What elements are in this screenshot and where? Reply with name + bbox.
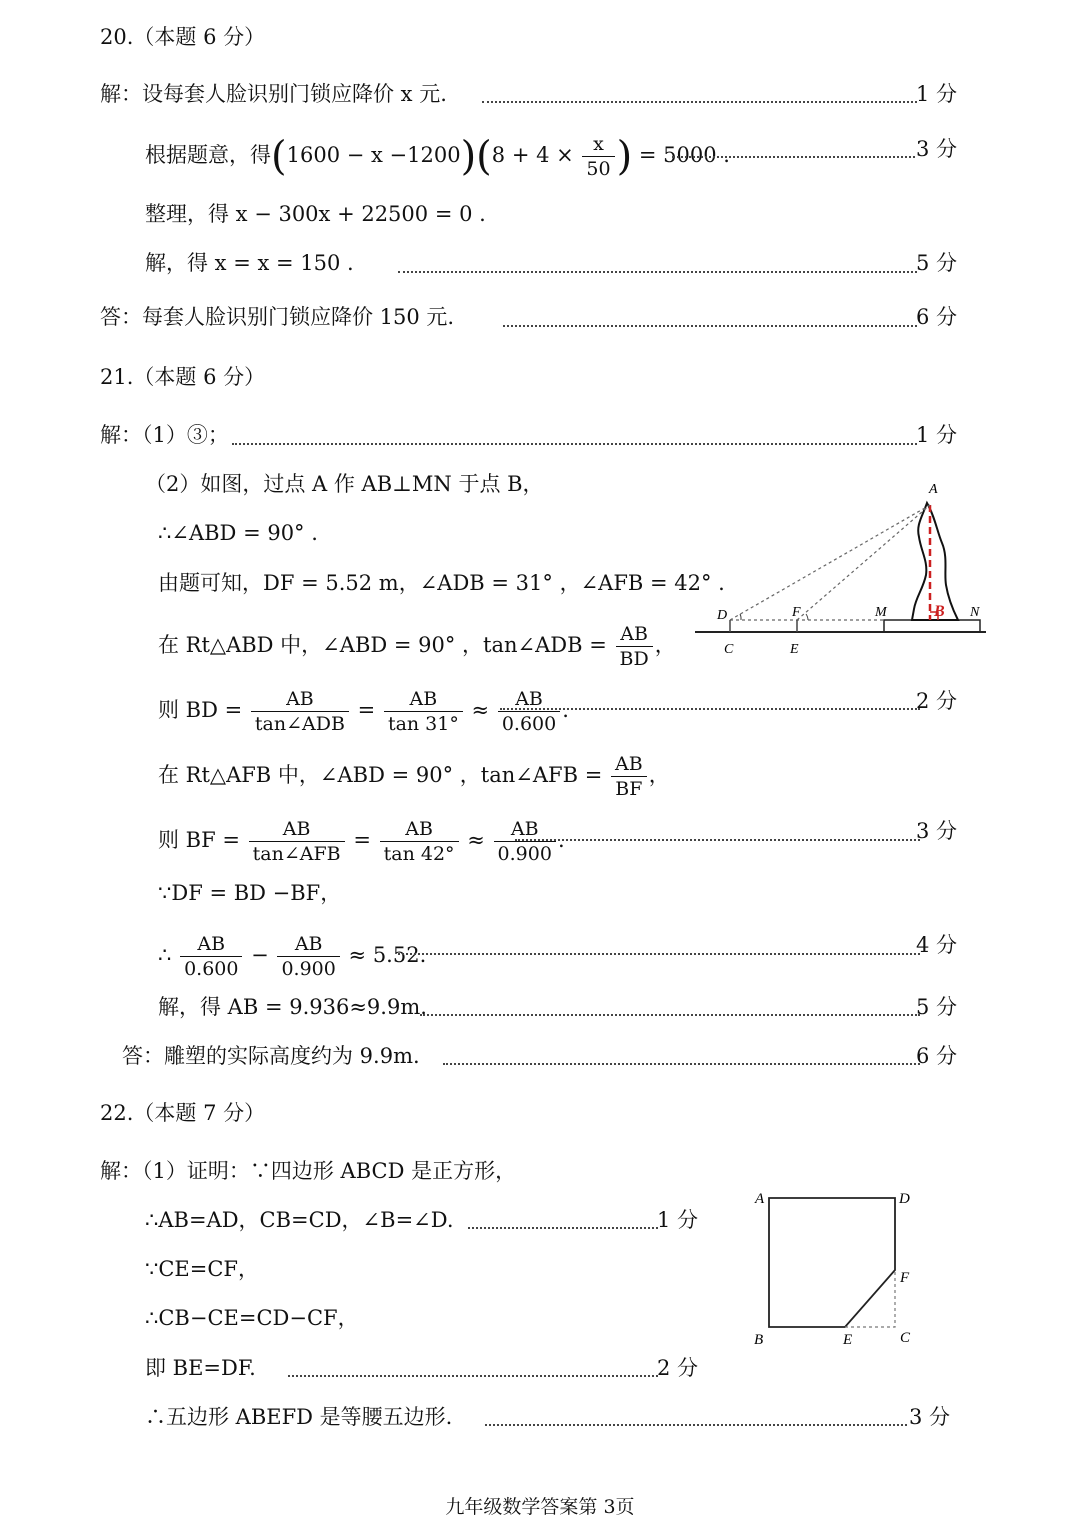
fraction-denominator: 50 <box>582 156 614 181</box>
fraction-numerator: AB <box>515 688 543 710</box>
q20-score-4: 5 分 <box>915 251 957 275</box>
pedestal <box>884 620 980 632</box>
q21-line-7 <box>158 752 670 801</box>
leader-dots <box>468 1227 658 1229</box>
q21-line-7-end: ， <box>648 763 670 787</box>
q21-line-8-prefix: 则 BF = <box>158 828 240 852</box>
fraction-denominator: BF <box>611 776 647 801</box>
leader-dots <box>515 839 920 841</box>
q21-score-1: 1 分 <box>915 423 957 447</box>
q21-score-12: 6 分 <box>915 1044 957 1068</box>
fraction <box>611 752 647 801</box>
leader-dots <box>500 708 920 710</box>
q21-line-4: 由题可知，DF = 5.52 m，∠ADB = 31° ，∠AFB = 42° . <box>158 571 725 595</box>
therefore-sign: ∴ <box>158 943 172 967</box>
fraction <box>616 622 653 671</box>
q22-line-3: ∵CE=CF， <box>145 1257 259 1281</box>
q21-line-9: ∵DF = BD −BF， <box>158 881 342 905</box>
q21-line-5-text: 在 Rt△ABD 中，∠ABD = 90° ，tan∠ADB = <box>158 633 607 657</box>
approx-sign: ≈ <box>471 698 490 722</box>
period: . <box>557 828 565 852</box>
label-b: B <box>934 603 945 620</box>
fraction <box>384 687 463 736</box>
fraction <box>498 687 560 736</box>
fraction-denominator: tan 31° <box>384 711 463 736</box>
q21-line-5 <box>158 622 676 671</box>
q22-line-5: 即 BE=DF. <box>145 1356 256 1380</box>
paren-close: ) <box>616 133 633 180</box>
q21-line-3: ∴∠ABD = 90° . <box>158 521 318 545</box>
leader-dots <box>482 101 917 103</box>
leader-dots <box>288 1375 658 1377</box>
q20-line-2-eq3: = 5000 . <box>638 143 730 167</box>
leader-dots <box>232 443 917 445</box>
q21-line-6-prefix: 则 BD = <box>158 698 243 722</box>
leader-dots <box>485 1424 907 1426</box>
q22-score-6: 3 分 <box>908 1405 950 1429</box>
q20-line-2-eq2: 8 + 4 × <box>491 143 574 167</box>
q20-line-2-eq1: 1600 − x −1200 <box>286 143 461 167</box>
q21-score-8: 3 分 <box>915 819 957 843</box>
q21-line-11: 解，得 AB = 9.936≈9.9m. <box>158 995 427 1019</box>
fraction-numerator: AB <box>405 818 433 840</box>
fraction-numerator: AB <box>197 933 226 955</box>
label-n: N <box>970 605 980 620</box>
fraction <box>380 817 459 866</box>
fraction-denominator: BD <box>616 646 653 671</box>
leader-dots <box>420 1014 920 1016</box>
angle-arc-f <box>806 614 808 620</box>
fraction-denominator: tan∠ADB <box>251 711 349 736</box>
q20-score-5: 6 分 <box>915 305 957 329</box>
paren-open: ( <box>476 133 492 180</box>
q21-line-5-end: ， <box>654 633 676 657</box>
label-c: C <box>724 642 734 657</box>
label-b: B <box>754 1332 764 1348</box>
paren-close: ) <box>460 133 477 180</box>
fraction-numerator: AB <box>615 753 643 775</box>
q20-line-4: 解，得 x = x = 150 . <box>145 251 354 275</box>
fraction-numerator: AB <box>294 933 323 955</box>
q21-line-10-end: ≈ 5.52. <box>348 943 427 967</box>
pentagon-figure <box>745 1180 925 1355</box>
leader-dots <box>398 953 920 955</box>
q21-line-10 <box>158 932 426 981</box>
fraction <box>277 932 339 981</box>
approx-sign: ≈ <box>467 828 485 852</box>
label-e: E <box>843 1332 853 1348</box>
q20-title: 20.（本题 6 分） <box>100 25 266 49</box>
paren-open: ( <box>271 133 287 180</box>
fraction-numerator: AB <box>620 623 648 645</box>
fraction <box>251 687 349 736</box>
fraction-numerator: x <box>593 133 604 155</box>
fraction-numerator: AB <box>282 818 311 840</box>
label-a: A <box>755 1191 765 1207</box>
leader-dots <box>398 271 917 273</box>
period: . <box>562 698 569 722</box>
fraction-numerator: AB <box>510 818 539 840</box>
label-e: E <box>790 642 799 657</box>
q21-score-11: 5 分 <box>915 995 957 1019</box>
minus-sign: − <box>251 943 269 967</box>
q21-line-7-text: 在 Rt△AFB 中，∠ABD = 90° ，tan∠AFB = <box>158 763 603 787</box>
label-m: M <box>875 605 887 620</box>
sculpture-figure <box>690 475 990 665</box>
fraction-denominator: 0.600 <box>180 956 242 981</box>
fraction-denominator: 0.900 <box>277 956 339 981</box>
q20-score-2: 3 分 <box>915 137 957 161</box>
fraction <box>249 817 345 866</box>
q22-line-4: ∴CB−CE=CD−CF， <box>145 1306 359 1330</box>
angle-arc-d <box>740 614 741 620</box>
fraction-numerator: AB <box>409 688 438 710</box>
q21-score-10: 4 分 <box>915 933 957 957</box>
label-a: A <box>929 482 938 497</box>
fraction-denominator: 0.900 <box>494 841 556 866</box>
q21-line-6 <box>158 687 569 736</box>
q22-line-1: 解：（1）证明：∵四边形 ABCD 是正方形， <box>100 1159 517 1183</box>
pentagon-abefd <box>769 1198 895 1327</box>
q22-line-2: ∴AB=AD，CB=CD，∠B=∠D. <box>145 1208 454 1232</box>
q21-line-1: 解：（1）③； <box>100 423 229 447</box>
q21-line-2: （2）如图，过点 A 作 AB⊥MN 于点 B， <box>145 472 544 496</box>
leader-dots <box>503 325 917 327</box>
label-d: D <box>717 608 728 623</box>
fraction <box>180 932 242 981</box>
q20-line-3: 整理，得 x − 300x + 22500 = 0 . <box>145 202 486 226</box>
fraction-denominator: tan∠AFB <box>249 841 345 866</box>
q20-line-5: 答：每套人脸识别门锁应降价 150 元. <box>100 305 455 329</box>
sight-line-f <box>797 505 930 620</box>
q20-line-2 <box>145 132 730 181</box>
equals-sign: = <box>357 698 376 722</box>
q20-score-1: 1 分 <box>915 82 957 106</box>
label-c: C <box>900 1330 911 1346</box>
fraction-denominator: tan 42° <box>380 841 459 866</box>
equals-sign: = <box>353 828 371 852</box>
q21-line-8 <box>158 817 565 866</box>
q21-score-6: 2 分 <box>915 689 957 713</box>
leader-dots <box>672 156 915 158</box>
q21-title: 21.（本题 6 分） <box>100 365 266 389</box>
sight-line-d <box>730 505 930 620</box>
label-d: D <box>899 1191 910 1207</box>
label-f: F <box>792 605 801 620</box>
fraction-numerator: AB <box>286 688 314 710</box>
q22-title: 22.（本题 7 分） <box>100 1101 266 1125</box>
label-f: F <box>900 1270 910 1286</box>
q20-line-2-prefix: 根据题意，得 <box>145 143 271 167</box>
page-footer: 九年级数学答案第 3页 <box>445 1496 635 1518</box>
fraction <box>494 817 556 866</box>
fraction <box>582 132 614 181</box>
q22-score-5: 2 分 <box>656 1356 698 1380</box>
q22-score-2: 1 分 <box>656 1208 698 1232</box>
leader-dots <box>443 1063 920 1065</box>
q21-line-12: 答：雕塑的实际高度约为 9.9m. <box>122 1044 420 1068</box>
q20-line-1: 解：设每套人脸识别门锁应降价 x 元. <box>100 82 447 106</box>
fraction-denominator: 0.600 <box>498 711 560 736</box>
q22-line-6: ∴五边形 ABEFD 是等腰五边形. <box>145 1405 453 1429</box>
